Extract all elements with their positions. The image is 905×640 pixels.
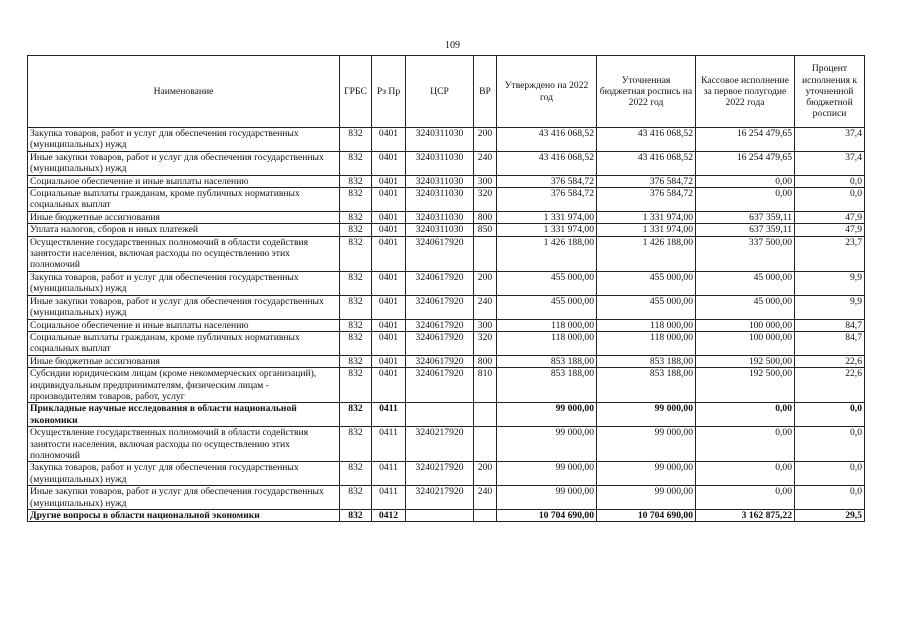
- cell-rzpr: 0401: [372, 211, 406, 223]
- cell-grbs: 832: [340, 368, 372, 403]
- cell-cash: 637 359,11: [696, 211, 795, 223]
- cell-grbs: 832: [340, 427, 372, 462]
- cell-cash: 45 000,00: [696, 271, 795, 295]
- cell-cash: 16 254 479,65: [696, 151, 795, 175]
- cell-refined: 118 000,00: [597, 319, 696, 331]
- cell-percent: 47,9: [795, 211, 865, 223]
- cell-grbs: 832: [340, 188, 372, 212]
- cell-cash: 0,00: [696, 403, 795, 427]
- cell-name: Иные закупки товаров, работ и услуг для обеспечения государственных (муниципальных) нужд: [28, 486, 340, 510]
- cell-approved: 376 584,72: [497, 175, 597, 187]
- table-row: [28, 224, 865, 236]
- cell-name: Социальные выплаты гражданам, кроме публичных нормативных социальных выплат: [28, 331, 340, 355]
- cell-cash: 0,00: [696, 462, 795, 486]
- cell-name: Уплата налогов, сборов и иных платежей: [28, 224, 340, 236]
- cell-vr: 200: [474, 128, 497, 152]
- table-body: [28, 128, 865, 522]
- table-row: [28, 188, 865, 212]
- cell-csr: [406, 510, 474, 522]
- cell-name: Закупка товаров, работ и услуг для обеспечения государственных (муниципальных) нужд: [28, 271, 340, 295]
- table-row: [28, 128, 865, 152]
- cell-refined: 455 000,00: [597, 271, 696, 295]
- cell-cash: 45 000,00: [696, 295, 795, 319]
- cell-vr: [474, 510, 497, 522]
- table-row: [28, 486, 865, 510]
- table-row: [28, 510, 865, 522]
- table-row: [28, 151, 865, 175]
- cell-name: Иные закупки товаров, работ и услуг для обеспечения государственных (муниципальных) нужд: [28, 151, 340, 175]
- table-row: [28, 175, 865, 187]
- cell-percent: 22,6: [795, 355, 865, 367]
- cell-approved: 853 188,00: [497, 368, 597, 403]
- cell-grbs: 832: [340, 224, 372, 236]
- cell-csr: 3240217920: [406, 427, 474, 462]
- cell-vr: 800: [474, 355, 497, 367]
- cell-name: Осуществление государственных полномочий в области содействия занятости населения, включая расходы по осуществлению этих полномочий: [28, 427, 340, 462]
- cell-name: Закупка товаров, работ и услуг для обеспечения государственных (муниципальных) нужд: [28, 128, 340, 152]
- cell-grbs: 832: [340, 331, 372, 355]
- cell-refined: 99 000,00: [597, 486, 696, 510]
- cell-csr: 3240311030: [406, 128, 474, 152]
- cell-vr: [474, 236, 497, 271]
- header-vr: ВР: [474, 56, 497, 128]
- cell-csr: [406, 403, 474, 427]
- cell-refined: 99 000,00: [597, 403, 696, 427]
- cell-cash: 0,00: [696, 427, 795, 462]
- cell-name: Иные бюджетные ассигнования: [28, 211, 340, 223]
- cell-approved: 99 000,00: [497, 427, 597, 462]
- cell-vr: 240: [474, 486, 497, 510]
- header-cash: Кассовое исполнение за первое полугодие 2022 года: [696, 56, 795, 128]
- cell-approved: 99 000,00: [497, 403, 597, 427]
- cell-percent: 84,7: [795, 331, 865, 355]
- cell-approved: 118 000,00: [497, 331, 597, 355]
- cell-percent: 84,7: [795, 319, 865, 331]
- cell-refined: 1 426 188,00: [597, 236, 696, 271]
- cell-vr: [474, 427, 497, 462]
- cell-vr: 200: [474, 462, 497, 486]
- cell-name: Другие вопросы в области национальной экономики: [28, 510, 340, 522]
- cell-approved: 118 000,00: [497, 319, 597, 331]
- cell-csr: 3240311030: [406, 224, 474, 236]
- cell-percent: 47,9: [795, 224, 865, 236]
- cell-refined: 99 000,00: [597, 462, 696, 486]
- cell-vr: [474, 403, 497, 427]
- table-header-row: [28, 56, 865, 128]
- cell-rzpr: 0411: [372, 462, 406, 486]
- table-row: [28, 427, 865, 462]
- cell-refined: 118 000,00: [597, 331, 696, 355]
- table-row: [28, 368, 865, 403]
- cell-refined: 1 331 974,00: [597, 224, 696, 236]
- cell-cash: 0,00: [696, 175, 795, 187]
- header-refined: Уточненная бюджетная роспись на 2022 год: [597, 56, 696, 128]
- cell-percent: 23,7: [795, 236, 865, 271]
- cell-name: Субсидии юридическим лицам (кроме некоммерческих организаций), индивидуальным предпринимателям, физическим лицам - производителям товаров, работ, услуг: [28, 368, 340, 403]
- table-row: [28, 403, 865, 427]
- cell-rzpr: 0401: [372, 295, 406, 319]
- cell-refined: 10 704 690,00: [597, 510, 696, 522]
- cell-csr: 3240617920: [406, 295, 474, 319]
- header-grbs: ГРБС: [340, 56, 372, 128]
- cell-approved: 1 331 974,00: [497, 224, 597, 236]
- cell-vr: 200: [474, 271, 497, 295]
- cell-cash: 100 000,00: [696, 319, 795, 331]
- cell-csr: 3240311030: [406, 151, 474, 175]
- cell-name: Социальное обеспечение и иные выплаты населению: [28, 319, 340, 331]
- cell-name: Иные бюджетные ассигнования: [28, 355, 340, 367]
- cell-cash: 192 500,00: [696, 355, 795, 367]
- header-name: Наименование: [28, 56, 340, 128]
- cell-csr: 3240617920: [406, 271, 474, 295]
- cell-csr: 3240617920: [406, 368, 474, 403]
- cell-refined: 853 188,00: [597, 368, 696, 403]
- cell-percent: 22,6: [795, 368, 865, 403]
- cell-name: Закупка товаров, работ и услуг для обеспечения государственных (муниципальных) нужд: [28, 462, 340, 486]
- table-row: [28, 319, 865, 331]
- cell-rzpr: 0401: [372, 319, 406, 331]
- cell-grbs: 832: [340, 355, 372, 367]
- cell-rzpr: 0412: [372, 510, 406, 522]
- cell-name: Социальные выплаты гражданам, кроме публичных нормативных социальных выплат: [28, 188, 340, 212]
- cell-cash: 637 359,11: [696, 224, 795, 236]
- cell-vr: 320: [474, 188, 497, 212]
- cell-cash: 0,00: [696, 486, 795, 510]
- cell-csr: 3240617920: [406, 355, 474, 367]
- cell-refined: 853 188,00: [597, 355, 696, 367]
- cell-csr: 3240311030: [406, 188, 474, 212]
- cell-percent: 0,0: [795, 175, 865, 187]
- cell-percent: 0,0: [795, 188, 865, 212]
- cell-percent: 0,0: [795, 427, 865, 462]
- cell-grbs: 832: [340, 271, 372, 295]
- cell-vr: 240: [474, 295, 497, 319]
- cell-vr: 320: [474, 331, 497, 355]
- cell-rzpr: 0401: [372, 368, 406, 403]
- cell-rzpr: 0411: [372, 427, 406, 462]
- cell-approved: 43 416 068,52: [497, 151, 597, 175]
- cell-refined: 99 000,00: [597, 427, 696, 462]
- cell-cash: 100 000,00: [696, 331, 795, 355]
- cell-vr: 810: [474, 368, 497, 403]
- cell-grbs: 832: [340, 319, 372, 331]
- page-number: 109: [445, 40, 460, 51]
- cell-name: Иные закупки товаров, работ и услуг для обеспечения государственных (муниципальных) нужд: [28, 295, 340, 319]
- cell-percent: 37,4: [795, 151, 865, 175]
- header-percent: Процент исполнения к уточненной бюджетной росписи: [795, 56, 865, 128]
- cell-cash: 192 500,00: [696, 368, 795, 403]
- cell-approved: 1 426 188,00: [497, 236, 597, 271]
- cell-vr: 300: [474, 175, 497, 187]
- cell-approved: 99 000,00: [497, 486, 597, 510]
- cell-grbs: 832: [340, 175, 372, 187]
- cell-rzpr: 0401: [372, 151, 406, 175]
- cell-refined: 455 000,00: [597, 295, 696, 319]
- cell-grbs: 832: [340, 462, 372, 486]
- table-row: [28, 211, 865, 223]
- cell-grbs: 832: [340, 295, 372, 319]
- cell-refined: 376 584,72: [597, 188, 696, 212]
- cell-grbs: 832: [340, 486, 372, 510]
- cell-csr: 3240617920: [406, 319, 474, 331]
- cell-csr: 3240617920: [406, 331, 474, 355]
- cell-grbs: 832: [340, 236, 372, 271]
- cell-rzpr: 0401: [372, 331, 406, 355]
- cell-rzpr: 0401: [372, 188, 406, 212]
- cell-grbs: 832: [340, 151, 372, 175]
- cell-name: Прикладные научные исследования в области национальной экономики: [28, 403, 340, 427]
- cell-rzpr: 0401: [372, 355, 406, 367]
- cell-rzpr: 0401: [372, 224, 406, 236]
- cell-approved: 1 331 974,00: [497, 211, 597, 223]
- cell-percent: 0,0: [795, 403, 865, 427]
- cell-grbs: 832: [340, 403, 372, 427]
- cell-percent: 37,4: [795, 128, 865, 152]
- budget-table: [27, 55, 865, 522]
- cell-approved: 455 000,00: [497, 295, 597, 319]
- table-row: [28, 331, 865, 355]
- cell-approved: 43 416 068,52: [497, 128, 597, 152]
- cell-vr: 300: [474, 319, 497, 331]
- cell-grbs: 832: [340, 211, 372, 223]
- table-row: [28, 271, 865, 295]
- cell-rzpr: 0401: [372, 175, 406, 187]
- table-row: [28, 236, 865, 271]
- cell-percent: 9,9: [795, 295, 865, 319]
- table-row: [28, 295, 865, 319]
- cell-csr: 3240217920: [406, 486, 474, 510]
- header-approved: Утверждено на 2022 год: [497, 56, 597, 128]
- table-row: [28, 462, 865, 486]
- cell-refined: 43 416 068,52: [597, 128, 696, 152]
- cell-refined: 376 584,72: [597, 175, 696, 187]
- cell-approved: 455 000,00: [497, 271, 597, 295]
- cell-cash: 337 500,00: [696, 236, 795, 271]
- cell-percent: 0,0: [795, 486, 865, 510]
- cell-approved: 99 000,00: [497, 462, 597, 486]
- cell-rzpr: 0401: [372, 236, 406, 271]
- cell-cash: 16 254 479,65: [696, 128, 795, 152]
- cell-rzpr: 0401: [372, 271, 406, 295]
- cell-csr: 3240617920: [406, 236, 474, 271]
- cell-grbs: 832: [340, 128, 372, 152]
- header-csr: ЦСР: [406, 56, 474, 128]
- header-rzpr: Рз Пр: [372, 56, 406, 128]
- cell-vr: 800: [474, 211, 497, 223]
- cell-percent: 29,5: [795, 510, 865, 522]
- cell-name: Социальное обеспечение и иные выплаты населению: [28, 175, 340, 187]
- cell-csr: 3240311030: [406, 211, 474, 223]
- cell-rzpr: 0411: [372, 403, 406, 427]
- cell-percent: 0,0: [795, 462, 865, 486]
- cell-cash: 0,00: [696, 188, 795, 212]
- cell-rzpr: 0411: [372, 486, 406, 510]
- cell-grbs: 832: [340, 510, 372, 522]
- cell-csr: 3240217920: [406, 462, 474, 486]
- cell-approved: 376 584,72: [497, 188, 597, 212]
- cell-cash: 3 162 875,22: [696, 510, 795, 522]
- cell-approved: 853 188,00: [497, 355, 597, 367]
- table-row: [28, 355, 865, 367]
- cell-vr: 850: [474, 224, 497, 236]
- cell-rzpr: 0401: [372, 128, 406, 152]
- cell-percent: 9,9: [795, 271, 865, 295]
- cell-name: Осуществление государственных полномочий в области содействия занятости населения, включая расходы по осуществлению этих полномочий: [28, 236, 340, 271]
- cell-vr: 240: [474, 151, 497, 175]
- cell-refined: 1 331 974,00: [597, 211, 696, 223]
- cell-refined: 43 416 068,52: [597, 151, 696, 175]
- cell-csr: 3240311030: [406, 175, 474, 187]
- cell-approved: 10 704 690,00: [497, 510, 597, 522]
